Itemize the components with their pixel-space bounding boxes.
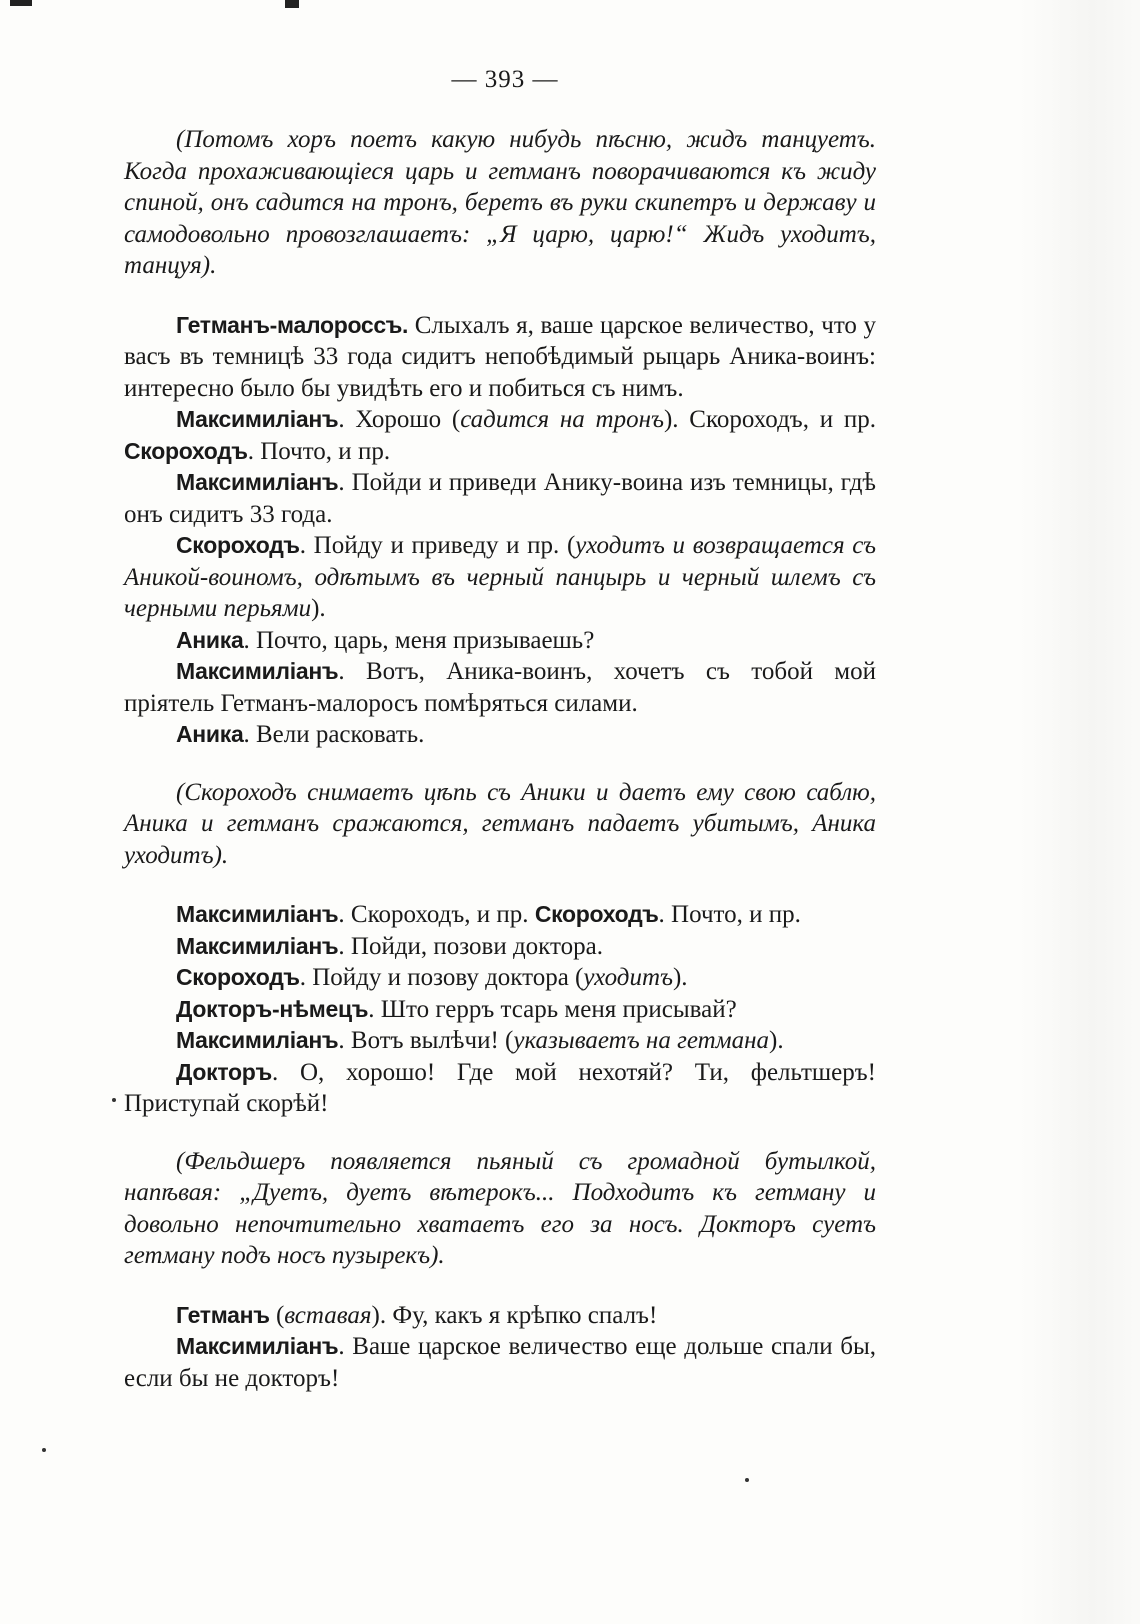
dialogue-text: . Почто, и пр. [658,901,801,928]
dialogue-text: . Пойду и позову доктора ( [299,964,584,991]
speaker-name: Максимиліанъ [176,469,339,495]
speaker-name: Скороходъ [534,901,659,927]
dialogue-line [124,310,876,405]
scan-edge-shadow [1020,0,1140,1624]
speaker-name: Максимиліанъ [176,932,339,959]
dialogue-text: . Почто, царь, меня призываешь? [243,626,595,654]
speaker-name: Аника [176,626,244,653]
dialogue-line [124,404,876,467]
inline-stage-direction: уходитъ и возвращается съ Аникой-воиномъ, одѣтымъ въ черный панцырь и черный шлемъ съ черными перьями [124,532,876,622]
stage-direction: (Фельдшеръ появляется пьяный съ громадной бутылкой, напѣвая: „Дуетъ, дуетъ вѣтерокъ... Подходитъ къ гетману и довольно непочтительно хватаетъ его за носъ. Докторъ суетъ гетману подъ носъ пузырекъ). [124,1147,876,1269]
inline-stage-direction: уходитъ [583,964,673,991]
speaker-name: Гетманъ [176,1301,270,1328]
speaker-name: Максимиліанъ [176,658,339,684]
dialogue-line [124,625,876,657]
dialogue-text: . Хорошо ( [338,406,461,433]
dialogue-line [124,467,876,530]
dialogue-line [124,656,876,719]
dialogue-text: . Скороходъ, и пр. [338,901,535,928]
dialogue-text: . Пойди, позови доктора. [338,932,603,960]
inline-stage-direction: садится на тронъ [460,406,664,433]
dialogue-text: ). [672,964,688,991]
dialogue-text: . Пойди и приведи Анику-воина изъ темницы, гдѣ онъ сидитъ 33 года. [124,469,876,528]
page-body [124,124,876,1394]
speaker-name: Максимиліанъ [176,901,339,927]
dialogue-text: . Ваше царское величество еще дольше спали бы, если бы не докторъ! [124,1333,876,1392]
scan-corner-mark [10,0,32,6]
speaker-name: Аника [176,721,244,747]
inline-stage-direction: вставая [284,1301,372,1329]
dialogue-text: Слыхалъ я, ваше царское величество, что у васъ въ темницѣ 33 года сидитъ непобѣдимый рыцарь Аника-воинъ: интересно было бы увидѣть его и побиться съ нимъ. [124,311,876,402]
dialogue-text: ). Скороходъ, и пр. [663,406,876,433]
speaker-name: Максимиліанъ [176,1333,339,1359]
dialogue-text: . Почто, и пр. [247,437,391,465]
speaker-name: Скороходъ [176,532,300,558]
inline-stage-direction: указываетъ на гетмана [513,1027,770,1054]
speaker-name: Докторъ-нѣмецъ [176,995,369,1022]
dialogue-text: ( [269,1301,285,1329]
dialogue-text: . О, хорошо! Где мой нехотяй? Ти, фельтшеръ! Приступай скорѣй! [124,1058,876,1117]
scan-corner-mark [285,0,299,8]
scan-speck [42,1448,46,1452]
dialogue-line [124,719,876,751]
scan-speck [112,1098,116,1102]
dialogue-line [124,994,876,1026]
dialogue-text: . Вели расковать. [243,721,425,748]
dialogue-text: ). [311,595,326,622]
dialogue-line [124,931,876,963]
stage-direction: (Скороходъ снимаетъ цѣпь съ Аники и даетъ ему свою саблю, Аника и гетманъ сражаются, гетманъ падаетъ убитымъ, Аника уходитъ). [124,778,876,869]
dialogue-text: . Што герръ тсарь меня присывай? [368,995,737,1023]
dialogue-line [124,1057,876,1120]
dialogue-text: . Пойду и приведу и пр. ( [299,532,576,559]
speaker-name: Максимиліанъ [176,406,339,432]
page-number: — 393 — [451,66,559,93]
stage-direction: (Потомъ хоръ поетъ какую нибудь пѣсню, жидъ танцуетъ. Когда прохаживающіеся царь и гетманъ поворачиваются къ жиду спиной, онъ садится на тронъ, беретъ въ руки скипетръ и державу и самодовольно провозглашаетъ: „Я царю, царю!“ Жидъ уходитъ, танцуя). [124,126,876,279]
dialogue-text: ). Фу, какъ я крѣпко спалъ! [371,1301,658,1329]
dialogue-line [124,1025,876,1057]
dialogue-line [124,530,876,625]
speaker-name: Гетманъ-малороссъ. [176,311,409,338]
scan-speck [745,1478,749,1482]
dialogue-line [124,962,876,994]
dialogue-line [124,1300,876,1332]
speaker-name: Скороходъ [176,964,300,990]
speaker-name: Скороходъ [124,437,248,464]
speaker-name: Максимиліанъ [176,1027,339,1053]
dialogue-line [124,899,876,931]
dialogue-line [124,1331,876,1394]
speaker-name: Докторъ [176,1058,272,1085]
dialogue-text: . Вотъ вылѣчи! ( [338,1027,514,1054]
dialogue-text: . Вотъ, Аника-воинъ, хочетъ съ тобой мой пріятель Гетманъ-малоросъ помѣряться силами. [124,658,876,717]
dialogue-text: ). [769,1027,784,1054]
